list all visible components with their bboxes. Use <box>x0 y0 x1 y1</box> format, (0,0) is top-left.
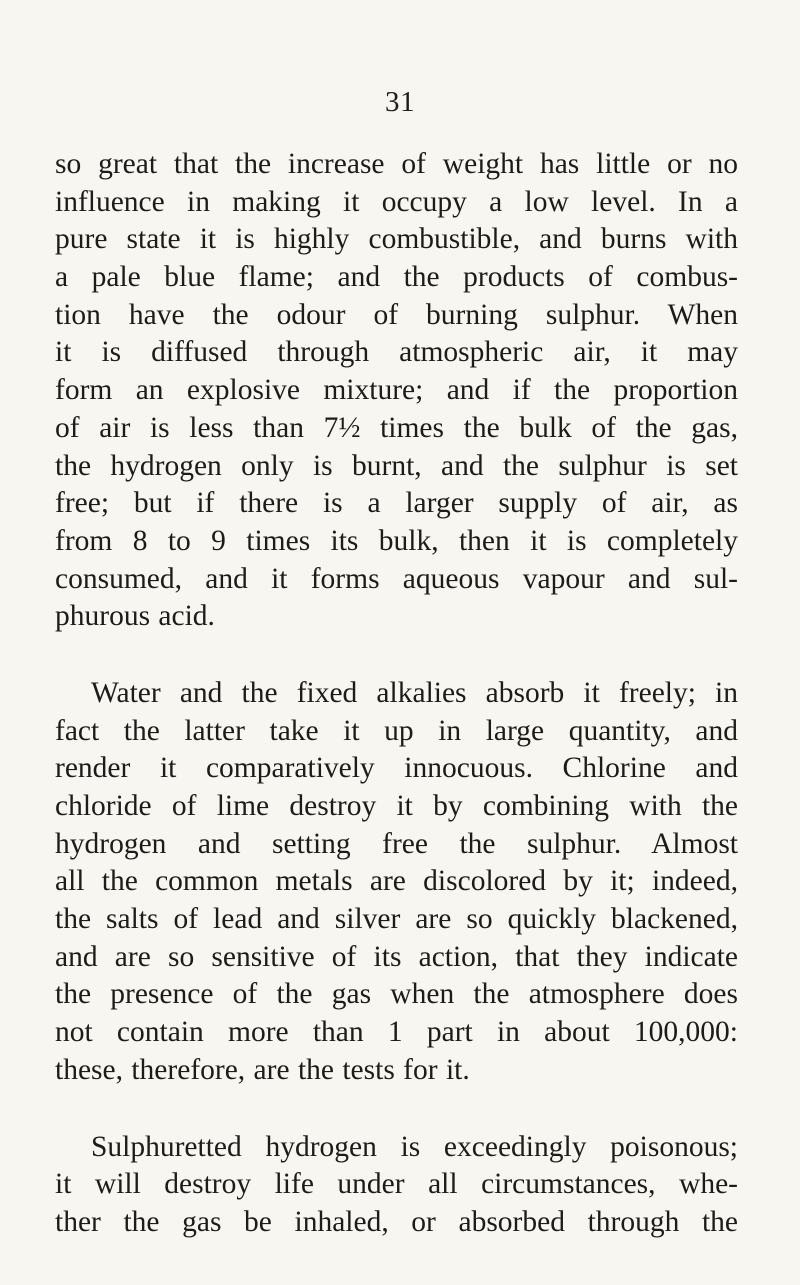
text-line: phurous acid. <box>55 600 215 633</box>
text-line: the salts of lead and silver are so quickly blackened, <box>55 903 738 936</box>
text-line: fact the latter take it up in large quantity, and <box>55 714 738 747</box>
text-line: the presence of the gas when the atmosphere does <box>55 978 738 1011</box>
text-line: Sulphuretted hydrogen is exceedingly poisonous; <box>91 1130 738 1163</box>
text-line: influence in making it occupy a low level. In a <box>55 185 738 218</box>
text-line: render it comparatively innocuous. Chlorine and <box>55 752 738 785</box>
text-line: not contain more than 1 part in about 100,000: <box>55 1016 738 1049</box>
text-line: Water and the fixed alkalies absorb it freely; in <box>91 676 738 709</box>
paragraph-3 <box>55 1129 738 1242</box>
body-text <box>55 146 738 1281</box>
text-line: all the common metals are discolored by it; indeed, <box>55 865 738 898</box>
text-line: chloride of lime destroy it by combining with the <box>55 790 738 822</box>
text-line: form an explosive mixture; and if the proportion <box>55 374 738 407</box>
text-line: the hydrogen only is burnt, and the sulphur is set <box>55 449 738 482</box>
text-line: so great that the increase of weight has little or no <box>55 148 738 180</box>
text-line: pure state it is highly combustible, and burns with <box>55 223 738 256</box>
text-line: from 8 to 9 times its bulk, then it is completely <box>55 524 738 557</box>
text-line: of air is less than 7½ times the bulk of the gas, <box>55 411 738 444</box>
text-line: hydrogen and setting free the sulphur. Almost <box>55 827 738 860</box>
paragraph-2 <box>55 675 738 1090</box>
text-line: consumed, and it forms aqueous vapour and sul- <box>55 562 738 595</box>
text-line: it is diffused through atmospheric air, it may <box>55 336 738 369</box>
text-line: and are so sensitive of its action, that they indicate <box>55 940 738 973</box>
text-line: ther the gas be inhaled, or absorbed through the <box>55 1205 738 1238</box>
paragraph-1 <box>55 146 738 636</box>
text-line: tion have the odour of burning sulphur. When <box>55 298 738 331</box>
text-line: a pale blue flame; and the products of combus- <box>55 261 738 294</box>
text-line: it will destroy life under all circumstances, whe- <box>55 1168 738 1201</box>
text-line: free; but if there is a larger supply of air, as <box>55 487 738 520</box>
text-line: these, therefore, are the tests for it. <box>55 1053 470 1086</box>
page-number: 31 <box>385 86 415 118</box>
